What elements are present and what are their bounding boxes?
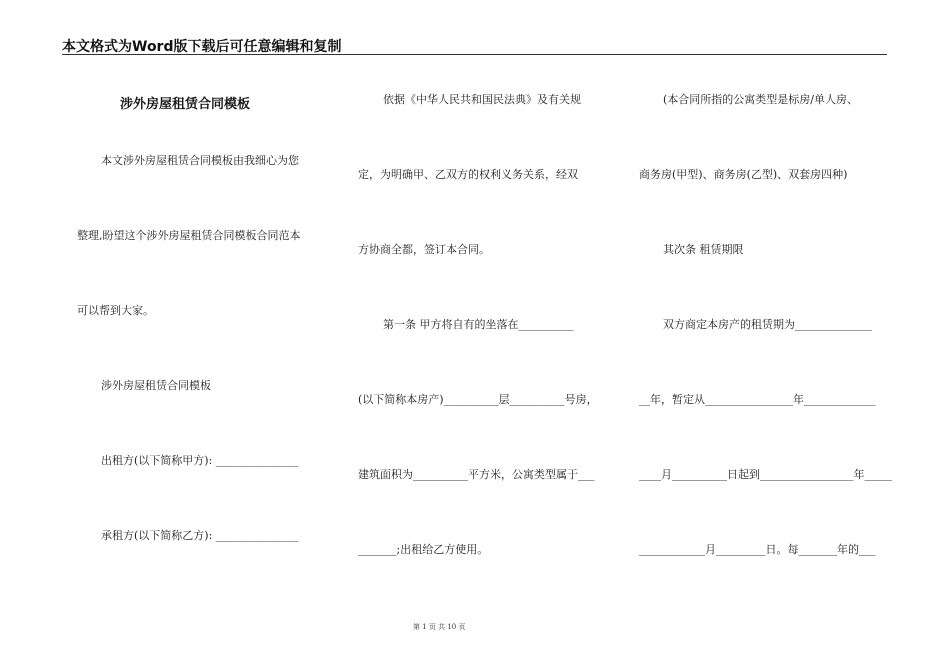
col2-line-1: 定，为明确甲、乙双方的权利义务关系，经双 [358,168,578,181]
col2-line-4: (以下简称本房产)__________层__________号房， [358,393,598,406]
col2-line-6: _______;出租给乙方使用。 [358,543,489,556]
col1-line-2: 可以帮到大家。 [77,304,154,317]
col3-line-1: 商务房(甲型)、商务房(乙型)、双套房四种) [639,168,848,181]
col1-line-4: 出租方(以下简称甲方): _______________ [101,454,299,467]
col2-line-5: 建筑面积为__________平方米，公寓类型属于___ [358,468,595,481]
col3-line-6: ____________月_________日。每_______年的___ [639,543,876,556]
col3-line-2: 其次条 租赁期限 [663,243,744,256]
doc-title: 涉外房屋租赁合同模板 [120,97,251,112]
col1-line-1: 整理,盼望这个涉外房屋租赁合同模板合同范本 [77,229,301,242]
col1-line-5: 承租方(以下简称乙方): _______________ [101,529,299,542]
doc-banner: 本文格式为Word版下载后可任意编辑和复制 [62,39,342,55]
header-rule [62,54,887,55]
col1-line-3: 涉外房屋租赁合同模板 [101,379,211,392]
col2-line-3: 第一条 甲方将自有的坐落在__________ [383,318,574,331]
page-number: 第 1 页 共 10 页 [413,623,466,631]
col1-line-0: 本文涉外房屋租赁合同模板由我细心为您 [101,154,299,167]
col3-line-0: (本合同所指的公寓类型是标房/单人房、 [663,93,858,106]
col2-line-2: 方协商全都，签订本合同。 [358,243,490,256]
col3-line-5: ____月__________日起到_________________年_____ [639,468,892,481]
col3-line-3: 双方商定本房产的租赁期为______________ [663,318,872,331]
col3-line-4: __年，暂定从________________年_____________ [639,393,876,406]
col2-line-0: 依据《中华人民共和国民法典》及有关规 [383,93,581,106]
